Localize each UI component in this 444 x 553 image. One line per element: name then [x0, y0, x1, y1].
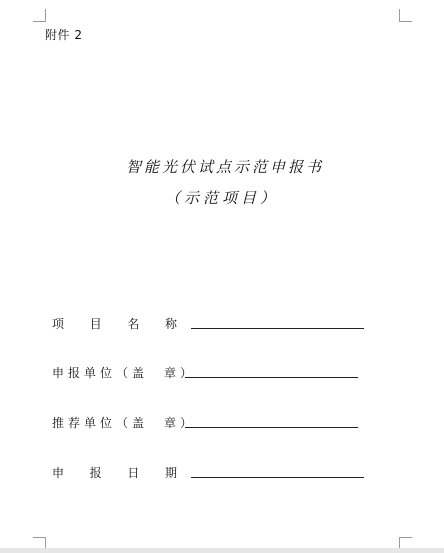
date-char: 期	[164, 466, 177, 480]
date-char: 日	[127, 466, 140, 480]
date-char: 申	[52, 466, 65, 480]
project-name-label	[52, 315, 177, 332]
project-name-char: 项	[52, 317, 65, 331]
applicant-unit-label: 申报单位（盖 章）	[52, 366, 197, 380]
project-name-char: 称	[164, 317, 177, 331]
document-subtitle: （示范项目）	[164, 189, 279, 207]
project-name-field[interactable]	[191, 328, 364, 329]
recommend-unit-label: 推荐单位（盖 章）	[52, 416, 197, 430]
window-bottom-strip	[0, 548, 444, 553]
project-name-char: 目	[89, 317, 102, 331]
date-field[interactable]	[191, 477, 364, 478]
page-corner-mark-top-left	[33, 9, 46, 22]
project-name-char: 名	[127, 317, 140, 331]
page-corner-mark-top-right	[399, 9, 412, 22]
attachment-number: 附件 2	[45, 28, 83, 42]
date-char: 报	[89, 466, 102, 480]
recommend-unit-field[interactable]	[185, 427, 358, 428]
date-label	[52, 464, 177, 481]
document-title: 智能光伏试点示范申报书	[125, 158, 324, 176]
applicant-unit-field[interactable]	[185, 377, 358, 378]
